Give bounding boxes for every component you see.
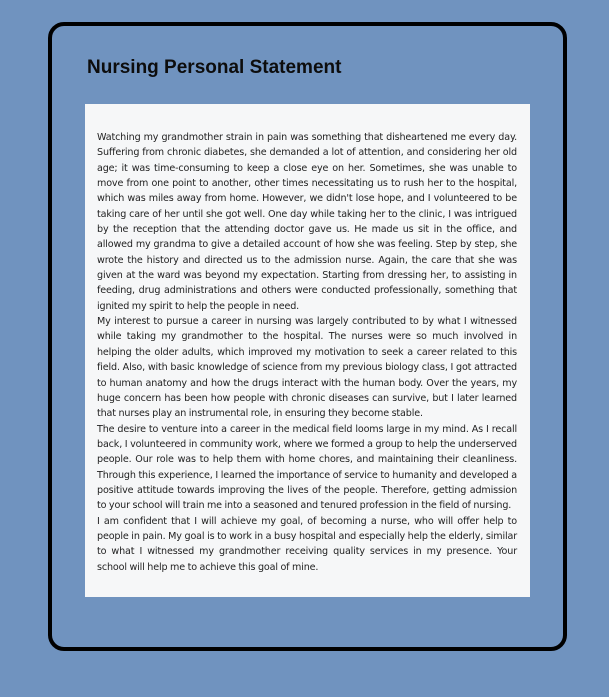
statement-paragraph-4: I am confident that I will achieve my goal, of becoming a nurse, who will offer help to people in pain. My goal is to work in a busy hospital and especially help the elderly, similar to what I witnessed my grandmother receiving quality services in my presence. Your school will help me to achieve this goal of mine.: [97, 515, 517, 573]
statement-paragraph-2: My interest to pursue a career in nursing was largely contributed to by what I witnessed while taking my grandmother to the hospital. The nurses were so much involved in helping the older adults, which improved my motivation to seek a career related to this field. Also, with basic knowledge of science from my previous biology class, I got attracted to human anatomy and how the drugs interact with the human body. Over the years, my huge concern has been how people with chronic diseases can survive, but I later learned that nurses play an instrumental role, in ensuring they become stable.: [97, 316, 517, 420]
statement-panel: [85, 104, 530, 597]
statement-paragraph-3: The desire to venture into a career in the medical field looms large in my mind. As I recall back, I volunteered in community work, where we formed a group to help the underserved people. Our role was to help them with home chores, and maintaining their cleanliness. Through this experience, I learned the importance of service to humanity and developed a positive attitude towards improving the lives of the people. Therefore, getting admission to your school will train me into a seasoned and tenured profession in the field of nursing.: [97, 423, 517, 512]
page-title: Nursing Personal Statement: [87, 57, 342, 78]
statement-paragraph-1: Watching my grandmother strain in pain was something that disheartened me every day. Suffering from chronic diabetes, she demanded a lot of attention, and considering her old age; it was time-consuming to keep a close eye on her. Sometimes, she was unable to move from one point to another, other times necessitating us to rush her to the hospital, which was miles away from home. However, we didn't lose hope, and I volunteered to be taking care of her until she got well. One day while taking her to the clinic, I was intrigued by the reception that the attending doctor gave us. He made us sit in the office, and allowed my grandma to give a detailed account of how she was feeling. Step by step, she wrote the history and directed us to the admission nurse. Again, the care that she was given at the ward was beyond my expectation. Starting from dressing her, to assisting in feeding, drug administrations and others were conducted professionally, something that ignited my spirit to help the people in need.: [97, 132, 517, 312]
